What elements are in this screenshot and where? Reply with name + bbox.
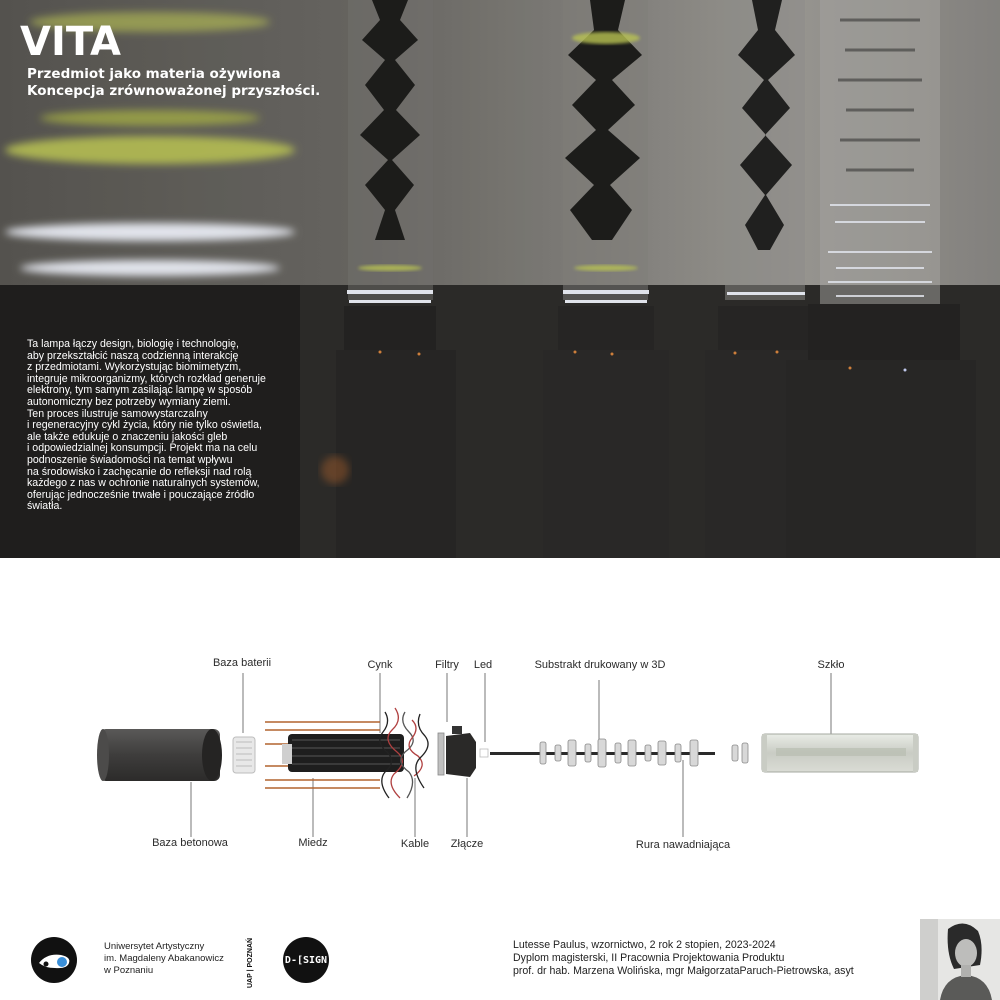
description-line: światła. [27, 500, 63, 513]
description-line: elektrony, tym samym zasilając lampę w sposób [27, 384, 253, 397]
university-line: im. Magdaleny Abakanowicz [104, 953, 224, 964]
author-portrait-image [920, 919, 1000, 1000]
label-3d-substrate: Substrakt drukowany w 3D [534, 659, 666, 671]
description-line: autonomiczny bez potrzeby wymiany ziemi. [27, 395, 231, 408]
description-line: każdego z nas w ochronie naturalnych systemów, [27, 477, 260, 490]
label-zinc: Cynk [367, 659, 393, 671]
label-irrigation-tube: Rura nawadniająca [635, 839, 731, 851]
label-cables: Kable [400, 838, 430, 850]
label-glass: Szkło [817, 659, 845, 671]
description-line: podnoszenie świadomości na temat wpływu [27, 453, 233, 466]
exploded-view-drawing [0, 558, 1000, 1000]
description-line: ale także edukuje o znaczeniu jakości gleb [27, 430, 228, 443]
subtitle [27, 66, 320, 100]
uap-poznan-text: UAP | POZNAŃ [247, 937, 254, 988]
description-line: Ten proces ilustruje samowystarczalny [27, 407, 208, 420]
credit-line: Lutesse Paulus, wzornictwo, 2 rok 2 stopien, 2023-2024 [513, 939, 776, 951]
concrete-base-shape [97, 729, 222, 781]
exploded-view-diagram [0, 558, 1000, 1000]
label-filters: Filtry [435, 659, 459, 671]
credit-line: Dyplom magisterski, II Pracownia Projektowania Produktu [513, 952, 785, 964]
page-title: VITA [20, 19, 121, 65]
label-battery-base: Baza baterii [212, 657, 272, 669]
subtitle-line: Przedmiot jako materia ożywiona [27, 66, 281, 82]
uap-poznan-mark [243, 938, 267, 988]
subtitle-line: Koncepcja zrównoważonej przyszłości. [27, 83, 321, 99]
project-description [27, 339, 317, 513]
author-credits [513, 939, 854, 978]
description-line: integruje mikroorganizmy, których rozkład generuje [27, 372, 266, 385]
credit-line: prof. dr hab. Marzena Wolińska, mgr MałgorzataParuch-Pietrowska, asyt [513, 965, 854, 977]
design-studio-logo-text: D-[SIGN [284, 954, 328, 966]
author-portrait [920, 919, 1000, 1000]
description-line: aby przekształcić naszą codzienną interakcję [27, 349, 239, 362]
university-name [104, 941, 224, 977]
description-line: Ta lampa łączy design, biologię i technologię, [27, 338, 240, 350]
university-line: Uniwersytet Artystyczny [104, 941, 205, 952]
label-led: Led [473, 659, 493, 671]
label-copper: Miedz [298, 837, 328, 849]
label-connector: Złącze [450, 838, 484, 850]
design-studio-logo [283, 937, 329, 983]
description-line: na środowisko i zachęcanie do refleksji nad rolą [27, 465, 252, 478]
university-logo-icon [31, 937, 77, 983]
description-line: oferując jednocześnie trwałe i pouczające źródło [27, 488, 255, 501]
description-line: i regeneracyjny cykl życia, który nie tylko oświetla, [27, 419, 262, 432]
description-line: z przedmiotami. Wykorzystując biomimetyzm, [27, 361, 242, 374]
description-line: i odpowiedzialnej konsumpcji. Projekt ma na celu [27, 442, 258, 455]
label-concrete-base: Baza betonowa [152, 837, 228, 849]
university-line: w Poznaniu [104, 965, 154, 976]
